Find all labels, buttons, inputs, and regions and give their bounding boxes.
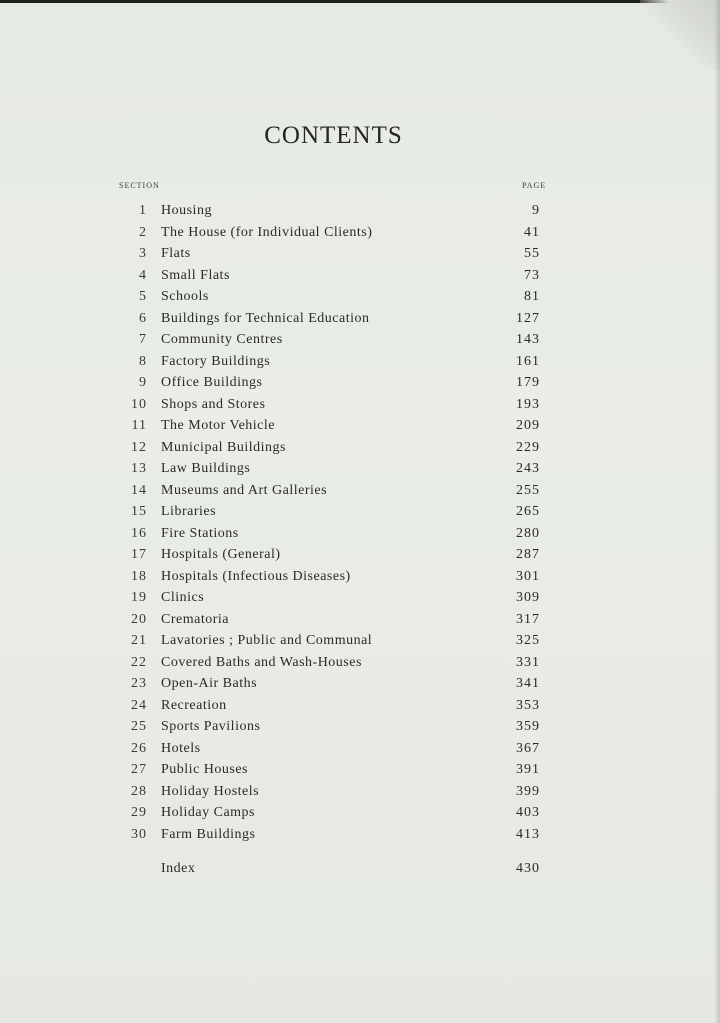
entry-page-number: 143	[516, 332, 540, 347]
contents-entry	[0, 587, 720, 609]
entry-title: The Motor Vehicle	[161, 418, 275, 433]
entry-title: Hospitals (Infectious Diseases)	[161, 568, 351, 584]
entry-section-number: 2	[139, 224, 147, 240]
contents-entry	[0, 673, 720, 695]
contents-entry	[0, 243, 720, 265]
contents-entry	[0, 265, 720, 287]
entry-section-number: 20	[131, 611, 147, 627]
contents-entry	[0, 351, 720, 373]
entry-page-number: 287	[516, 547, 540, 562]
entry-section-number: 8	[139, 353, 147, 369]
entry-page-number: 229	[516, 439, 540, 455]
entry-title: Sports Pavilions	[161, 719, 261, 734]
entry-section-number: 13	[131, 461, 147, 476]
contents-entry	[0, 738, 720, 760]
entry-section-number: 18	[131, 568, 147, 584]
entry-title: Hotels	[161, 740, 201, 756]
contents-entry	[0, 329, 720, 351]
entry-page-number: 359	[516, 719, 540, 734]
entry-page-number: 55	[524, 246, 540, 261]
entry-section-number: 6	[139, 310, 147, 326]
page-title: CONTENTS	[264, 122, 403, 149]
entry-section-number: 22	[131, 654, 147, 670]
index-page-number: 430	[516, 861, 540, 876]
entry-section-number: 29	[131, 805, 147, 820]
entry-title: Holiday Hostels	[161, 783, 260, 799]
entry-page-number: 280	[516, 525, 540, 541]
entry-title: Holiday Camps	[161, 805, 255, 820]
entry-section-number: 12	[131, 439, 147, 455]
entry-section-number: 10	[131, 396, 147, 412]
entry-section-number: 17	[131, 547, 147, 562]
entry-section-number: 15	[131, 504, 147, 519]
entry-title: Municipal Buildings	[161, 439, 286, 455]
entry-page-number: 41	[524, 224, 540, 240]
contents-entry	[0, 716, 720, 738]
entry-section-number: 16	[131, 525, 147, 541]
entry-page-number: 403	[516, 805, 540, 820]
contents-entry	[0, 286, 720, 308]
contents-entry	[0, 759, 720, 781]
page-column-header: PAGE	[522, 181, 547, 190]
entry-title: Museums and Art Galleries	[161, 482, 328, 498]
entry-title: Office Buildings	[161, 375, 263, 390]
page-corner-fold	[640, 0, 720, 70]
contents-entry	[0, 501, 720, 523]
contents-entry	[0, 544, 720, 566]
index-entry	[0, 858, 720, 880]
contents-entry	[0, 824, 720, 846]
entry-page-number: 265	[516, 504, 540, 519]
contents-entry	[0, 566, 720, 588]
entry-title: Recreation	[161, 697, 227, 713]
entry-title: Law Buildings	[161, 461, 251, 476]
entry-page-number: 325	[516, 633, 540, 648]
entry-page-number: 209	[516, 418, 540, 433]
entry-section-number: 30	[131, 826, 147, 842]
entry-page-number: 353	[516, 697, 540, 713]
entry-page-number: 161	[516, 353, 540, 369]
entry-page-number: 243	[516, 461, 540, 476]
entry-section-number: 3	[139, 246, 147, 261]
entry-section-number: 19	[131, 590, 147, 605]
contents-entry	[0, 802, 720, 824]
entry-page-number: 73	[524, 267, 540, 283]
entry-title: Clinics	[161, 590, 205, 605]
entry-title: Fire Stations	[161, 525, 239, 541]
entry-page-number: 255	[516, 482, 540, 498]
contents-entry	[0, 308, 720, 330]
entry-section-number: 7	[139, 332, 147, 347]
entry-section-number: 9	[139, 375, 147, 390]
contents-entry	[0, 458, 720, 480]
entry-title: Small Flats	[161, 267, 230, 283]
entry-page-number: 9	[532, 203, 540, 218]
entry-title: Community Centres	[161, 332, 283, 347]
scan-top-edge	[0, 0, 720, 3]
entry-section-number: 5	[139, 289, 147, 304]
entry-page-number: 413	[516, 826, 540, 842]
entry-page-number: 367	[516, 740, 540, 756]
entry-page-number: 81	[524, 289, 540, 304]
contents-entry	[0, 394, 720, 416]
contents-entry	[0, 437, 720, 459]
entry-section-number: 11	[131, 418, 147, 433]
entry-page-number: 193	[516, 396, 540, 412]
entry-page-number: 309	[516, 590, 540, 605]
contents-entry	[0, 200, 720, 222]
entry-title: Public Houses	[161, 762, 248, 777]
contents-entry	[0, 695, 720, 717]
contents-entry	[0, 781, 720, 803]
entry-section-number: 21	[131, 633, 147, 648]
entry-title: Buildings for Technical Education	[161, 310, 370, 326]
entry-section-number: 14	[131, 482, 147, 498]
entry-page-number: 301	[516, 568, 540, 584]
entry-title: Housing	[161, 203, 212, 218]
contents-list	[0, 200, 720, 845]
entry-title: Hospitals (General)	[161, 547, 281, 562]
entry-section-number: 23	[131, 676, 147, 691]
entry-section-number: 28	[131, 783, 147, 799]
entry-title: Open-Air Baths	[161, 676, 258, 691]
entry-title: Flats	[161, 246, 191, 261]
section-column-header: SECTION	[119, 181, 160, 190]
entry-title: Covered Baths and Wash-Houses	[161, 654, 362, 670]
entry-page-number: 399	[516, 783, 540, 799]
entry-title: Shops and Stores	[161, 396, 266, 412]
contents-entry	[0, 415, 720, 437]
entry-page-number: 127	[516, 310, 540, 326]
entry-section-number: 26	[131, 740, 147, 756]
index-title: Index	[161, 861, 196, 876]
entry-title: Crematoria	[161, 611, 229, 627]
entry-page-number: 331	[516, 654, 540, 670]
entry-title: Farm Buildings	[161, 826, 256, 842]
entry-title: Factory Buildings	[161, 353, 271, 369]
entry-page-number: 179	[516, 375, 540, 390]
entry-title: Schools	[161, 289, 209, 304]
entry-section-number: 4	[139, 267, 147, 283]
entry-page-number: 317	[516, 611, 540, 627]
contents-entry	[0, 652, 720, 674]
contents-entry	[0, 630, 720, 652]
entry-page-number: 341	[516, 676, 540, 691]
contents-entry	[0, 609, 720, 631]
entry-section-number: 25	[131, 719, 147, 734]
contents-entry	[0, 523, 720, 545]
entry-section-number: 27	[131, 762, 147, 777]
entry-title: The House (for Individual Clients)	[161, 224, 373, 240]
contents-entry	[0, 480, 720, 502]
entry-title: Lavatories ; Public and Communal	[161, 633, 373, 648]
entry-section-number: 24	[131, 697, 147, 713]
entry-page-number: 391	[516, 762, 540, 777]
contents-entry	[0, 222, 720, 244]
entry-title: Libraries	[161, 504, 217, 519]
contents-entry	[0, 372, 720, 394]
entry-section-number: 1	[139, 203, 147, 218]
